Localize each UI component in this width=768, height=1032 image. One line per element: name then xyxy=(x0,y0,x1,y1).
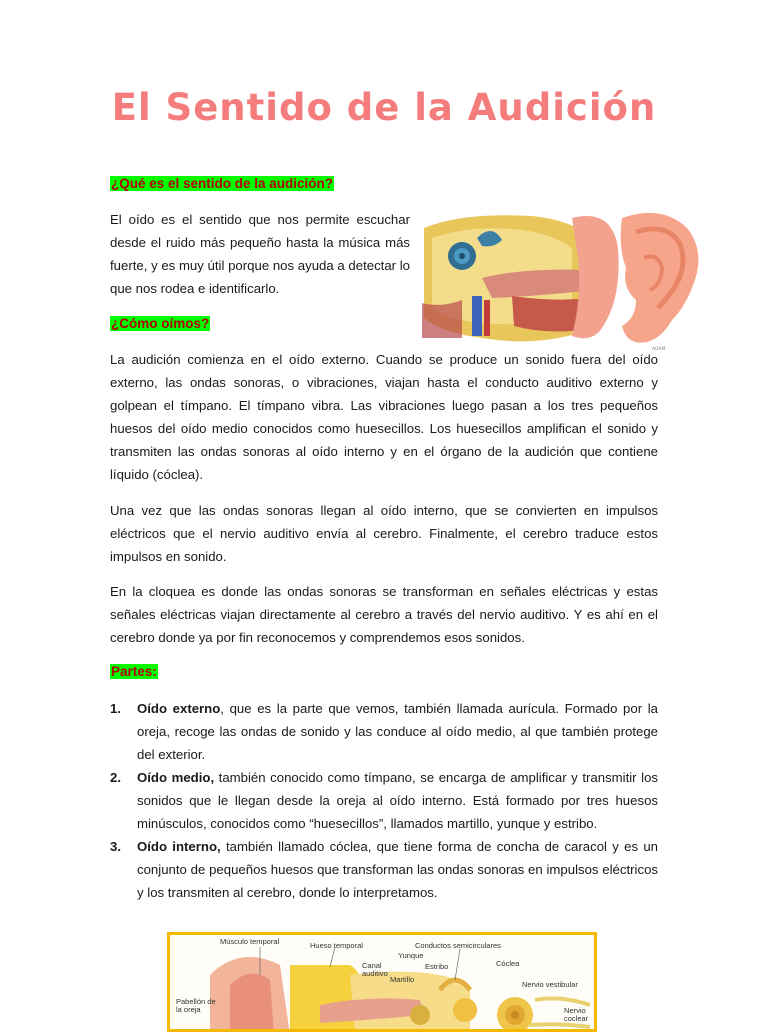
label-estribo: Estribo xyxy=(425,962,449,971)
heading-highlight: ¿Cómo oímos? xyxy=(111,316,210,331)
list-description: , que es la parte que vemos, también llamada aurícula. Formado por la oreja, recoge las ondas de sonido y las conduce al oído medio, al que también protege del exterior. xyxy=(137,701,658,762)
label-yunque: Yunque xyxy=(398,951,424,960)
image-watermark: ADAM xyxy=(652,347,666,352)
paragraph-3: En la cloquea es donde las ondas sonoras se transforman en señales eléctricas y estas señales eléctricas viajan directamente al cerebro a través del nervio auditivo. Y es ahí en el cerebro donde ya por fin reconocemos y comprendemos esos sonidos. xyxy=(110,584,658,645)
label-coclea: Cóclea xyxy=(496,959,520,968)
section-heading-what xyxy=(110,175,334,193)
title-clip xyxy=(0,84,768,150)
label-musculo-temporal: Músculo temporal xyxy=(220,937,280,946)
label-pabellon: Pabellón de la oreja xyxy=(176,997,216,1014)
paragraph-2: Una vez que las ondas sonoras llegan al oído interno, que se convierten en impulsos eléctricos que el nervio auditivo envía al cerebro. Finalmente, el cerebro traduce estos impulsos en sonido. xyxy=(110,503,658,564)
label-nervio-coclear: Nervio coclear xyxy=(564,1006,589,1023)
heading-highlight: Partes: xyxy=(111,664,157,679)
list-number: 1. xyxy=(110,701,121,716)
heading-highlight: ¿Qué es el sentido de la audición? xyxy=(111,176,334,191)
section-heading-parts xyxy=(110,663,158,681)
label-martillo: Martillo xyxy=(390,975,415,984)
list-text xyxy=(137,697,658,766)
list-term: Oído interno, xyxy=(137,839,221,854)
list-term: Oído externo xyxy=(137,701,221,716)
ear-anatomy-image xyxy=(422,208,700,353)
label-canal-auditivo: Canal auditivo xyxy=(362,961,388,978)
list-text xyxy=(137,766,658,835)
label-conductos: Conductos semicirculares xyxy=(415,941,501,950)
list-text xyxy=(137,835,658,904)
intro-paragraph: El oído es el sentido que nos permite escuchar desde el ruido más pequeño hasta la música más fuerte, y es muy útil porque nos ayuda a detectar lo que nos rodea e identificarlo. xyxy=(110,212,410,296)
section-heading-how xyxy=(110,315,210,333)
parts-list xyxy=(110,697,658,904)
ear-diagram xyxy=(167,932,597,1032)
list-description: también llamado cóclea, que tiene forma de concha de caracol y es un conjunto de pequeños huesos que transforman las ondas sonoras en impulsos eléctricos y los transmiten al cerebro, donde lo interpretamos. xyxy=(137,839,658,900)
list-term: Oído medio, xyxy=(137,770,215,785)
list-description: también conocido como tímpano, se encarga de amplificar y transmitir los sonidos que le llegan desde la oreja al oído interno. Está formado por tres huesos minúsculos, conocidos como “huesecillos”, llamados martillo, yunque y estribo. xyxy=(137,770,658,831)
list-item xyxy=(110,835,658,904)
paragraph-1: La audición comienza en el oído externo. Cuando se produce un sonido fuera del oído externo, las ondas sonoras, o vibraciones, viajan hasta el conducto auditivo externo y golpean el tímpano. El tímpano vibra. Las vibraciones luego pasan a los tres pequeños huesos del oído medio conocidos como huesecillos. Los huesecillos amplifican el sonido y transmiten las ondas sonoras al oído interno y en el órgano de la audición que contiene líquido (cóclea). xyxy=(110,352,658,482)
list-item xyxy=(110,766,658,835)
list-number: 3. xyxy=(110,839,121,854)
list-number: 2. xyxy=(110,770,121,785)
label-hueso-temporal: Hueso temporal xyxy=(310,941,363,950)
label-nervio-vestibular: Nervio vestibular xyxy=(522,980,578,989)
list-item xyxy=(110,697,658,766)
page-title: El Sentido de la Audición xyxy=(111,86,657,129)
